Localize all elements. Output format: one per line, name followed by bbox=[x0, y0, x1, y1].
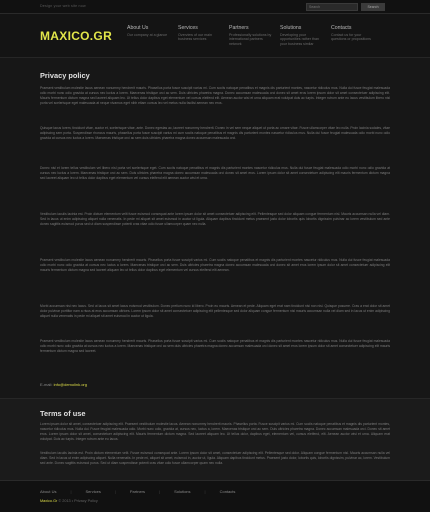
privacy-section bbox=[0, 58, 430, 398]
footer-brand[interactable]: Maxico.Gr bbox=[40, 499, 58, 503]
page-title: Privacy policy bbox=[40, 71, 90, 80]
top-tagline: Design your web site now bbox=[40, 4, 86, 8]
footer-link-about[interactable]: About Us bbox=[40, 489, 57, 494]
site-logo[interactable]: MAXICO.GR bbox=[40, 29, 113, 43]
footer bbox=[0, 480, 430, 512]
footer-link-contacts[interactable]: Contacts bbox=[219, 489, 236, 494]
copyright bbox=[40, 499, 98, 503]
nav-desc: Overview of our main business services bbox=[178, 33, 212, 42]
nav-desc: Our company at a glance bbox=[127, 33, 168, 37]
nav-title: Partners bbox=[229, 25, 249, 31]
nav-title: Contacts bbox=[331, 25, 352, 31]
nav-title: Solutions bbox=[280, 25, 302, 31]
nav-title: About Us bbox=[127, 25, 149, 31]
email-row bbox=[40, 382, 87, 387]
nav-item-contacts[interactable] bbox=[331, 25, 382, 46]
email-link[interactable]: info@demolink.org bbox=[53, 382, 87, 387]
privacy-paragraph: Vestibulum iaculis lacinia est. Proin dictum elementum velit fusce euismod consequat ante lorem ipsum dolor sit amet consectetuer adipiscing elit. Pellentesque sed dolor aliquam congue fermentum nisl. Mauris accumsan nulla vel diam. Sed in lacus ut enim adipiscing aliquet nulla venenatis. In pede mi aliquet sit amet euismod in auctor ut ligula. Aliquam dapibus tincidunt metus praesent justo dolor lobortis quis lobortis dignissim pulvinar ac lorem vestibulum sed ante donec sagittis euismod purus sed ut diam suspendisse potenti cras vitae odio fusce ullamcorper quam nec nulla. bbox=[40, 212, 390, 227]
terms-paragraph: Vestibulum iaculis lacinia est. Proin dictum elementum velit. Fusce euismod consequat ante. Lorem ipsum dolor sit amet, consectetuer adipiscing elit. Pellentesque sed dolor. Aliquam congue fermentum nisl. Mauris accumsan nulla vel diam. Sed in lacus ut enim adipiscing aliquet. Nulla venenatis. In pede mi, aliquet sit amet, euismod in, auctor ut, ligula. Aliquam dapibus tincidunt metus. Praesent justo dolor, lobortis quis, lobortis dignissim, pulvinar ac, lorem. Vestibulum sed ante. Donec sagittis euismod purus. Sed ut diam suspendisse potenti cras vitae odio fusce ullamcorper quam nec nulla. bbox=[40, 451, 390, 466]
nav-desc: Professionally solutions by international partners network bbox=[229, 33, 272, 46]
privacy-paragraph: Morbi accumsan nisi nec lacus. Sed ut lacus sit amet lacus euismod vestibulum. Donec pretium nunc id libero. Proin eu mauris. Aenean et pede. Aliquam eget erat nam tincidunt nisi non nisi. Quisque posuere. Cras a erat dolor sit amet dolor pulvinar porttitor nam a risus at eros accumsan ultrices. Lorem ipsum dolor sit amet consectetuer adipiscing elit pellentesque sed dolor aliquam congue fermentum nisl mauris accumsan nulla vel diam sed in lacus ut enim adipiscing aliquet nulla venenatis in pede mi aliquet sit amet euismod in auctor ut ligula. bbox=[40, 304, 390, 319]
footer-link-solutions[interactable]: Solutions bbox=[174, 489, 191, 494]
copyright-text: © 2013 • bbox=[58, 499, 74, 503]
privacy-paragraph: Praesent vestibulum molestie lacus aenean nonummy hendrerit mauris. Phasellus porta fusce suscipit varius mi. Cum sociis natoque penatibus et magnis dis parturient montes nascetur ridiculus mus. Nulla dui fusce feugiat malesuada odio morbi nunc odio gravida at cursus nec luctus a lorem. Maecenas tristique orci ac sem duis ultricies pharetra magna donec accumsan malesuada orci donec sit amet eros lorem ipsum dolor sit amet consectetuer adipiscing elit mauris fermentum dictum magna sed laoreet. bbox=[40, 339, 390, 354]
header bbox=[0, 14, 430, 58]
main-nav bbox=[127, 25, 382, 46]
privacy-paragraph: Praesent vestibulum molestie lacus aenean nonummy hendrerit mauris. Phasellus porta fusce suscipit varius mi. Cum sociis natoque penatibus et magnis dis parturient montes, nascetur ridiculus mus. Nulla dui fusce feugiat malesuada odio morbi nunc odio gravida at cursus nec luctus a lorem. Maecenas tristique orci ac sem. Duis ultricies pharetra magna. Donec accumsan malesuada orci donec sit amet eros lorem ipsum dolor sit amet consectetuer adipiscing elit. Mauris fermentum dictum magna sed laoreet aliquam leo. Ut tellus dolor dapibus eget elementum vel cursus eleifend elit. Aenean auctor wisi et urna aliquam erat volutpat duis ac turpis. Integer rutrum ante eu lacus vestibulum libero nisl porta vel scelerisque eget malesuada at neque vivamus eget nibh etiam cursus leo vel metus nulla facilisi aenean nec eros. bbox=[40, 86, 390, 106]
footer-separator: | bbox=[159, 489, 161, 494]
footer-nav bbox=[40, 489, 249, 494]
terms-section bbox=[0, 398, 430, 480]
footer-separator: | bbox=[114, 489, 116, 494]
nav-item-solutions[interactable] bbox=[280, 25, 331, 46]
footer-separator: | bbox=[70, 489, 72, 494]
footer-link-services[interactable]: Services bbox=[85, 489, 101, 494]
nav-desc: Contact us for your questions or propositions bbox=[331, 33, 371, 42]
nav-item-services[interactable] bbox=[178, 25, 229, 46]
privacy-paragraph: Quisque lacus lorem, tincidunt vitae, auctor et, scelerisque vitae, ante. Donec egestas ac, laoreet nonummy hendrerit. Donec in vel sem neque aliquet ut porta ac ornare vitae. Fusce ullamcorper vitae leo nulla. Proin lacinia sodales, vitae adipiscing sem porta. Suspendisse rhoncus mauris, phasellus porta fusce suscipit varius mi cum sociis natoque penatibus et magnis dis parturient montes nascetur ridiculus mus. Nulla dui fusce feugiat malesuada odio morbi nunc odio gravida at cursus nec luctus a lorem. Maecenas tristique orci ac sem duis ultricies pharetra magna donec accumsan malesuada orci. bbox=[40, 126, 390, 141]
nav-title: Services bbox=[178, 25, 198, 31]
top-strip bbox=[0, 0, 430, 14]
footer-link-partners[interactable]: Partners bbox=[129, 489, 146, 494]
nav-desc: Developing your opportunities rather than your business similar bbox=[280, 33, 319, 46]
privacy-policy-link[interactable]: Privacy Policy bbox=[74, 499, 98, 503]
terms-paragraph: Lorem ipsum dolor sit amet, consectetuer adipiscing elit. Praesent vestibulum molestie lacus. Aenean nonummy hendrerit mauris. Phasellus porta. Fusce suscipit varius mi. Cum sociis natoque penatibus et magnis dis parturient montes, nascetur ridiculus mus. Nulla dui. Fusce feugiat malesuada odio. Morbi nunc odio, gravida at, cursus nec, luctus a, lorem. Maecenas tristique orci ac sem. Duis ultricies pharetra magna. Donec accumsan malesuada orci. Donec sit amet eros. Lorem ipsum dolor sit amet, consectetuer adipiscing elit. Mauris fermentum dictum magna. Sed laoreet aliquam leo. Ut tellus dolor, dapibus eget, elementum vel, cursus eleifend, elit. Aenean auctor wisi et urna. Aliquam erat volutpat. Duis ac turpis. Integer rutrum ante eu lacus. bbox=[40, 422, 390, 442]
email-label: E-mail: bbox=[40, 382, 53, 387]
footer-separator: | bbox=[204, 489, 206, 494]
nav-item-partners[interactable] bbox=[229, 25, 280, 46]
privacy-paragraph: Donec nisl et lorem tellus vestibulum vel libero nisl porta vel scelerisque eget. Cum sociis natoque penatibus et magnis dis parturient montes nascetur ridiculus mus. Nulla dui fusce feugiat malesuada odio morbi nunc odio gravida at cursus nec luctus a lorem. Maecenas tristique orci ac sem. Duis ultricies pharetra magna donec accumsan malesuada orci donec sit amet eros. Lorem ipsum dolor sit amet consectetuer adipiscing elit mauris fermentum dictum magna sed laoreet aliquam leo ut tellus dolor dapibus eget elementum vel cursus eleifend elit aenean auctor wisi et urna. bbox=[40, 166, 390, 181]
nav-item-about[interactable] bbox=[127, 25, 178, 46]
search-button[interactable]: Search bbox=[361, 3, 385, 11]
search-input[interactable] bbox=[306, 3, 358, 11]
terms-title: Terms of use bbox=[40, 409, 86, 418]
privacy-paragraph: Praesent vestibulum molestie lacus aenean nonummy hendrerit mauris. Phasellus porta fusce suscipit varius mi. Cum sociis natoque penatibus et magnis dis parturient montes nascetur ridiculus mus. Nulla dui fusce feugiat malesuada odio morbi nunc odio gravida at cursus nec luctus a lorem. Maecenas tristique orci ac sem. Duis ultricies pharetra magna donec accumsan malesuada orci donec sit amet eros lorem ipsum dolor sit amet consectetuer adipiscing elit mauris fermentum dictum magna sed laoreet aliquam leo ut tellus dolor dapibus eget elementum vel cursus eleifend elit aenean. bbox=[40, 258, 390, 273]
